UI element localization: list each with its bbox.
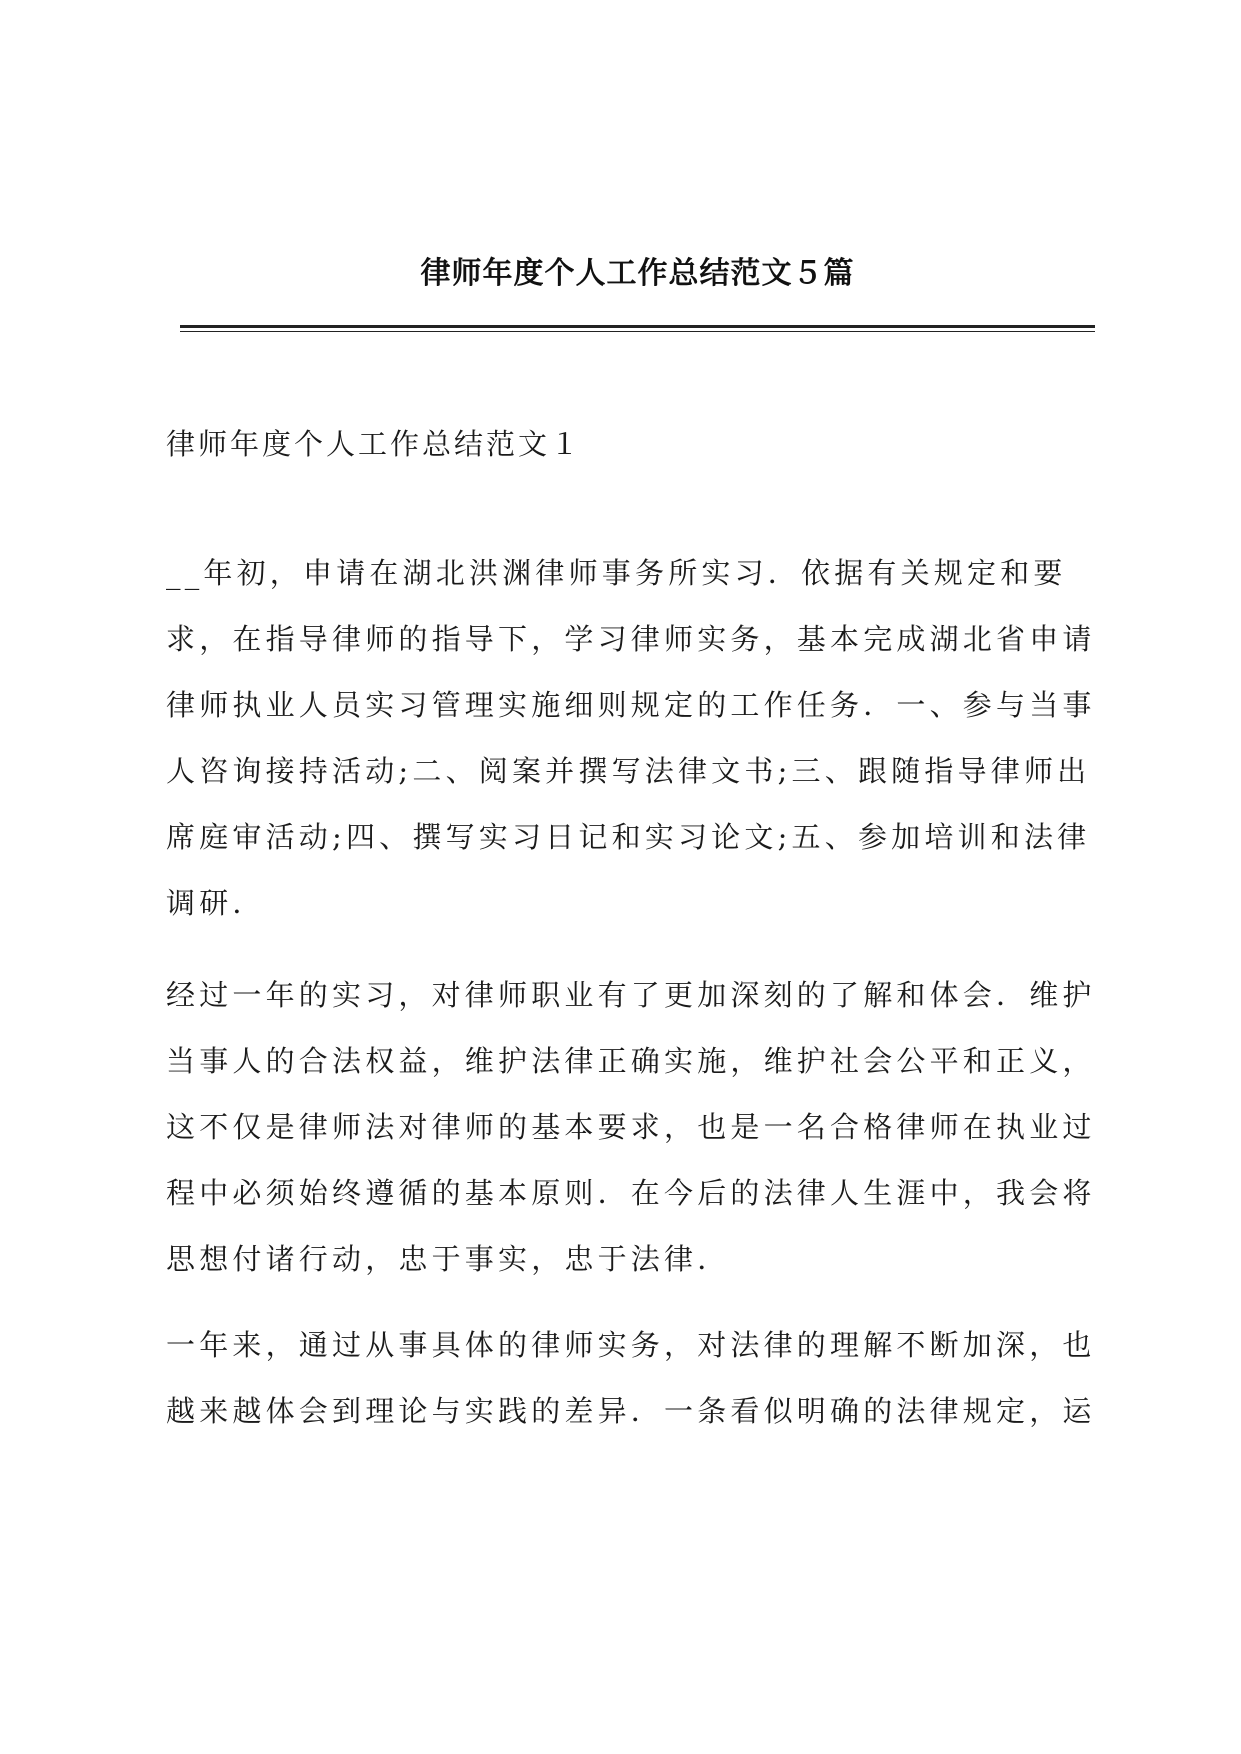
paragraph-line: 一年来，通过从事具体的律师实务，对法律的理解不断加深，也 (166, 1328, 1096, 1362)
paragraph-line: 求，在指导律师的指导下，学习律师实务，基本完成湖北省申请 (166, 622, 1096, 656)
paragraph-line: 程中必须始终遵循的基本原则．在今后的法律人生涯中，我会将 (166, 1176, 1096, 1210)
paragraph-line: 这不仅是律师法对律师的基本要求，也是一名合格律师在执业过 (166, 1110, 1096, 1144)
paragraph-line: __年初，申请在湖北洪渊律师事务所实习．依据有关规定和要 (166, 556, 1067, 590)
title-divider (180, 325, 1095, 332)
paragraph-2 (166, 962, 1096, 1292)
paragraph-line: 人咨询接持活动;二、阅案并撰写法律文书;三、跟随指导律师出 (166, 754, 1091, 788)
paragraph-line: 越来越体会到理论与实践的差异．一条看似明确的法律规定，运 (166, 1394, 1096, 1428)
paragraph-1 (166, 540, 1096, 936)
paragraph-line: 席庭审活动;四、撰写实习日记和实习论文;五、参加培训和法律 (166, 820, 1091, 854)
paragraph-line: 调研． (166, 886, 266, 920)
section-heading: 律师年度个人工作总结范文１ (166, 427, 583, 461)
paragraph-line: 律师执业人员实习管理实施细则规定的工作任务．一、参与当事 (166, 688, 1096, 722)
paragraph-line: 当事人的合法权益，维护法律正确实施，维护社会公平和正义， (166, 1044, 1096, 1078)
paragraph-line: 经过一年的实习，对律师职业有了更加深刻的了解和体会．维护 (166, 978, 1096, 1012)
document-title: 律师年度个人工作总结范文５篇 (420, 256, 855, 291)
paragraph-3 (166, 1312, 1096, 1444)
paragraph-line: 思想付诸行动，忠于事实，忠于法律． (166, 1242, 731, 1276)
